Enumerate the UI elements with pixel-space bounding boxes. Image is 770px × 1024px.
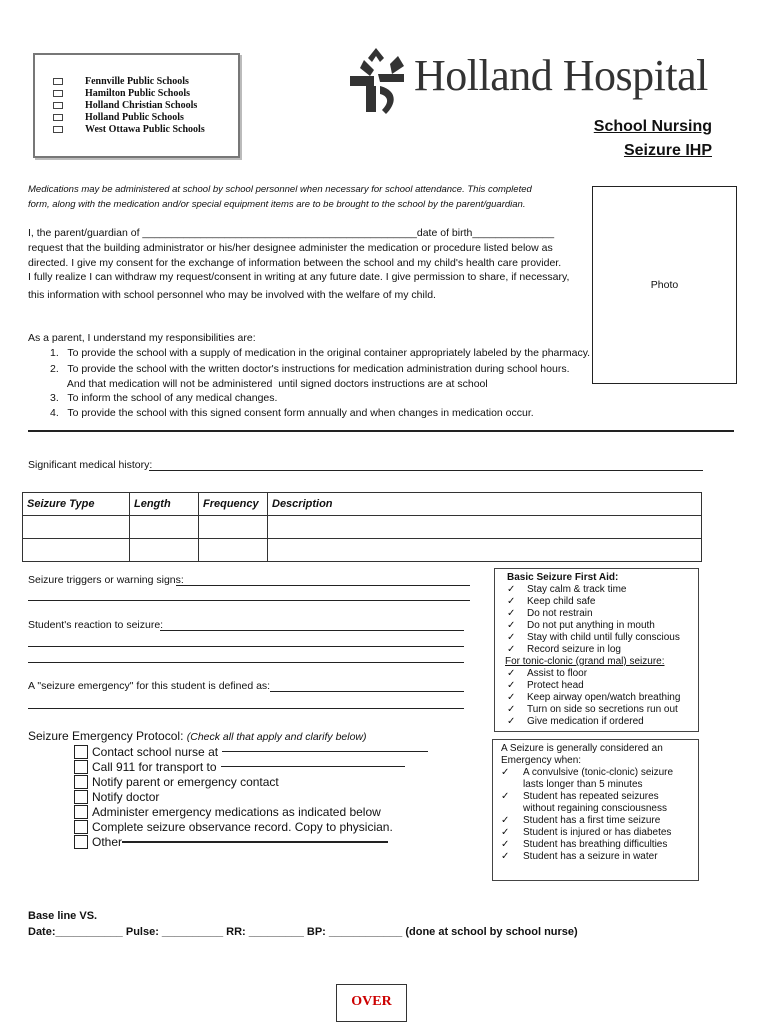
seizure-emergency-box [492, 739, 699, 881]
school-item[interactable]: Hamilton Public Schools [53, 87, 205, 99]
checkbox[interactable] [74, 760, 88, 774]
check-icon: ✓ [501, 839, 510, 850]
school-item[interactable]: Holland Public Schools [53, 112, 205, 124]
check-icon: ✓ [507, 704, 516, 715]
title-line2: Seizure IHP [623, 142, 712, 159]
consent-line: I fully realize I can withdraw my request/consent in writing at any future date. I give permission to share, if necessary, [28, 271, 570, 283]
column-header: Length [130, 493, 199, 516]
baseline-title: Base line VS. [28, 910, 98, 922]
school-list-box [33, 53, 240, 158]
reaction-line[interactable] [160, 630, 464, 631]
check-icon: ✓ [507, 620, 516, 631]
tonic-clonic-title: For tonic-clonic (grand mal) seizure: [505, 656, 665, 667]
protocol-option[interactable]: Complete seizure observance record. Copy to physician. [74, 819, 428, 834]
emergency-protocol [28, 729, 428, 849]
check-icon: ✓ [501, 827, 510, 838]
triggers-line[interactable] [176, 585, 470, 586]
list-item: ✓ Assist to floor [507, 668, 588, 679]
check-icon: ✓ [507, 668, 516, 679]
protocol-option[interactable]: Call 911 for transport to [74, 759, 428, 774]
list-item: ✓ Student has repeated seizures without regaining consciousness [501, 791, 667, 814]
emergency-line[interactable] [270, 691, 464, 692]
checkbox[interactable] [74, 790, 88, 804]
responsibility-item: 2. To provide the school with the written doctor's instructions for medication administration during school hours. [50, 363, 570, 375]
checkbox[interactable] [74, 745, 88, 759]
list-item: ✓ Record seizure in log [507, 644, 621, 655]
list-item: ✓ A convulsive (tonic-clonic) seizure lasts longer than 5 minutes [501, 767, 674, 790]
check-icon: ✓ [501, 767, 510, 778]
consent-line: directed. I give my consent for the exchange of information between the school and my child's health care provider. [28, 257, 562, 269]
holland-hospital-logo [346, 46, 716, 116]
checkbox[interactable] [53, 78, 63, 85]
check-icon: ✓ [507, 608, 516, 619]
school-item[interactable]: Fennville Public Schools [53, 75, 205, 87]
photo-label: Photo [650, 279, 679, 291]
list-item: ✓ Student has breathing difficulties [501, 839, 668, 850]
list-item: ✓ Do not put anything in mouth [507, 620, 655, 631]
responsibility-item: And that medication will not be administered until signed doctors instructions are at school [50, 378, 488, 390]
checkbox[interactable] [53, 90, 63, 97]
checkbox[interactable] [53, 114, 63, 121]
checkbox[interactable] [53, 126, 63, 133]
school-item[interactable]: West Ottawa Public Schools [53, 124, 205, 136]
medical-history-line[interactable] [149, 470, 703, 471]
emergency-line[interactable] [28, 708, 464, 709]
list-item: ✓ Protect head [507, 680, 584, 691]
list-item: ✓ Student has a seizure in water [501, 851, 658, 862]
table-row[interactable] [23, 539, 702, 562]
check-icon: ✓ [507, 596, 516, 607]
consent-line: request that the building administrator or his/her designee administer the medication or procedure listed below as [28, 242, 553, 254]
protocol-option[interactable]: Notify parent or emergency contact [74, 774, 428, 789]
list-item: ✓ Do not restrain [507, 608, 593, 619]
check-icon: ✓ [507, 644, 516, 655]
list-item: ✓ Stay with child until fully conscious [507, 632, 680, 643]
responsibilities-intro: As a parent, I understand my responsibilities are: [28, 332, 256, 344]
responsibility-item: 1. To provide the school with a supply of medication in the original container appropriately labeled by the pharmacy. [50, 347, 591, 359]
checkbox[interactable] [74, 775, 88, 789]
school-item[interactable]: Holland Christian Schools [53, 99, 205, 111]
school-list [53, 75, 205, 136]
protocol-option[interactable]: Contact school nurse at [74, 744, 428, 759]
protocol-heading: Seizure Emergency Protocol: (Check all that apply and clarify below) [28, 729, 367, 743]
medical-history-label: Significant medical history: [28, 459, 153, 471]
emergency-label: A "seizure emergency" for this student is defined as: [28, 680, 271, 692]
divider [28, 430, 734, 432]
check-icon: ✓ [507, 680, 516, 691]
photo-box[interactable] [592, 186, 737, 384]
input-line[interactable] [122, 841, 388, 843]
list-item: ✓ Student has a first time seizure [501, 815, 661, 826]
reaction-line[interactable] [28, 646, 464, 647]
responsibility-item: 4. To provide the school with this signed consent form annually and when changes in medication occur. [50, 407, 534, 419]
checkbox[interactable] [53, 102, 63, 109]
check-icon: ✓ [501, 851, 510, 862]
first-aid-box [494, 568, 699, 732]
table-header-row [23, 493, 702, 516]
medication-note: Medications may be administered at school by school personnel when necessary for school attendance. This completed form, along with the medication and/or special equipment items are to be brought to the school by the parent/guardian. [28, 184, 532, 210]
first-aid-title: Basic Seizure First Aid: [507, 572, 619, 583]
check-icon: ✓ [507, 716, 516, 727]
check-icon: ✓ [507, 692, 516, 703]
list-item: ✓ Give medication if ordered [507, 716, 644, 727]
check-icon: ✓ [507, 584, 516, 595]
seizure-emergency-intro: A Seizure is generally considered an Emergency when: [501, 743, 663, 766]
list-item: ✓ Keep child safe [507, 596, 596, 607]
triggers-label: Seizure triggers or warning signs: [28, 574, 184, 586]
logo-text: Holland Hospital [414, 51, 708, 100]
consent-line: I, the parent/guardian of _______________________________________________date of birth______________ [28, 227, 555, 239]
tulip-logo-icon [346, 46, 410, 116]
protocol-option[interactable]: Notify doctor [74, 789, 428, 804]
reaction-label: Student's reaction to seizure: [28, 619, 164, 631]
protocol-option[interactable]: Administer emergency medications as indicated below [74, 804, 428, 819]
check-icon: ✓ [501, 791, 510, 802]
triggers-line[interactable] [28, 600, 470, 601]
baseline-line: Date:___________ Pulse: __________ RR: _________ BP: ____________ (done at school by school nurse) [28, 926, 578, 938]
column-header: Seizure Type [23, 493, 130, 516]
column-header: Frequency [199, 493, 268, 516]
responsibility-item: 3. To inform the school of any medical changes. [50, 392, 278, 404]
table-row[interactable] [23, 516, 702, 539]
consent-line: this information with school personnel who may be involved with the welfare of my child. [28, 289, 436, 301]
list-item: ✓ Stay calm & track time [507, 584, 627, 595]
over-button[interactable]: OVER [336, 984, 407, 1022]
check-icon: ✓ [507, 632, 516, 643]
protocol-option[interactable]: Other [74, 834, 428, 849]
checkbox[interactable] [74, 835, 88, 849]
input-line[interactable] [222, 751, 428, 752]
input-line[interactable] [221, 766, 405, 767]
list-item: ✓ Student is injured or has diabetes [501, 827, 672, 838]
checkbox[interactable] [74, 805, 88, 819]
reaction-line[interactable] [28, 662, 464, 663]
list-item: ✓ Keep airway open/watch breathing [507, 692, 681, 703]
checkbox[interactable] [74, 820, 88, 834]
seizure-table [22, 492, 702, 562]
check-icon: ✓ [501, 815, 510, 826]
list-item: ✓ Turn on side so secretions run out [507, 704, 678, 715]
title-line1: School Nursing [593, 118, 712, 135]
column-header: Description [268, 493, 702, 516]
